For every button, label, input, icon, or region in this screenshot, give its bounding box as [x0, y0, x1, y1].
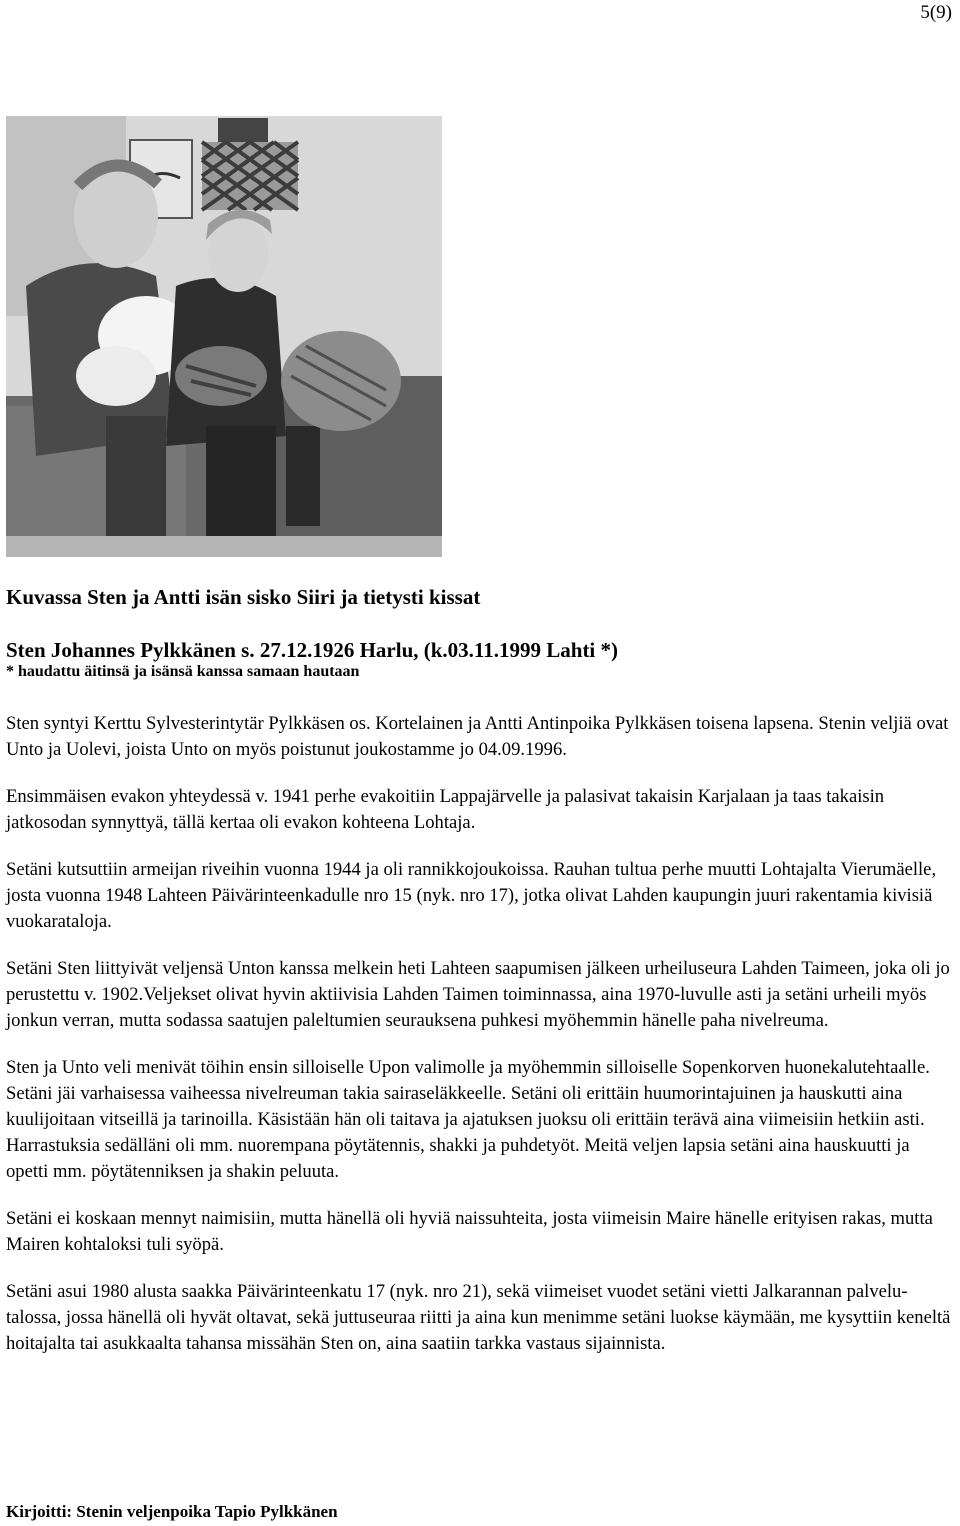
page-number: 5(9): [920, 2, 952, 23]
paragraph: Ensimmäisen evakon yhteydessä v. 1941 perhe evakoitiin Lappajärvelle ja palasivat takaisin Karjalaan ja taas takaisin jatkosodan synnyttyä, tällä kertaa oli evakon kohteena Lohtaja.: [6, 786, 885, 833]
paragraph: Setäni ei koskaan mennyt naimisiin, mutta hänellä oli hyviä naissuhteita, josta viimeisin Maire hänelle erityisen rakas, mutta Mairen kohtaloksi tuli syöpä.: [6, 1208, 933, 1255]
paragraph: Setäni kutsuttiin armeijan riveihin vuonna 1944 ja oli rannikkojoukoissa. Rauhan tultua perhe muutti Lohtajalta Vierumäelle, josta vuonna 1948 Lahteen Päivärinteenkadulle nro 15 (nyk. nro 17), jotka olivat Lahden kaupungin juuri rakentamia kivisiä vuokarataloja.: [6, 859, 937, 932]
paragraph: Sten ja Unto veli menivät töihin ensin silloiselle Upon valimolle ja myöhemmin silloiselle Sopenkorven huonekalutehtaalle. Setäni jäi varhaisessa vaiheessa nivelreuman takia sairaseläkkeelle. Setäni oli erittäin huumorintajuinen ja hauskutti aina kuulijoitaan vitseillä ja tarinoilla. Käsistään hän oli taitava ja ajatuksen juoksu oli erittäin terävä aina viimeisiin hetkiin asti. Harrastuksia sedälläni oli mm. nuorempana pöytätennis, shakki ja puhdetyöt. Meitä veljen lapsia setäni aina hauskuutti ja opetti mm. pöytätenniksen ja shakin peluuta.: [6, 1057, 930, 1182]
paragraph: Setäni asui 1980 alusta saakka Päivärinteenkatu 17 (nyk. nro 21), sekä viimeiset vuodet setäni vietti Jalkarannan palvelu-talossa, jossa hänellä oli hyvät oltavat, sekä juttuseuraa riitti ja aina kun menimme setäni luokse käymään, me kysyttiin keneltä hoitajalta tai asukkaalta tahansa missähän Sten on, aina saatiin tarkka vastaus sijainnista.: [6, 1281, 951, 1354]
paragraph: Sten syntyi Kerttu Sylvesterintytär Pylkkäsen os. Kortelainen ja Antti Antinpoika Pylkkäsen toisena lapsena. Stenin veljiä ovat Unto ja Uolevi, joista Unto on myös poistunut joukostamme jo 04.09.1996.: [6, 713, 949, 760]
biography-body: [6, 711, 956, 1378]
photo-caption: Kuvassa Sten ja Antti isän sisko Siiri ja tietysti kissat: [6, 585, 481, 609]
bio-title: Sten Johannes Pylkkänen s. 27.12.1926 Harlu, (k.03.11.1999 Lahti *): [6, 638, 619, 662]
photograph: [6, 116, 442, 557]
burial-note: * haudattu äitinsä ja isänsä kanssa samaan hautaan: [6, 663, 360, 680]
paragraph: Setäni Sten liittyivät veljensä Unton kanssa melkein heti Lahteen saapumisen jälkeen urheiluseura Lahden Taimeen, joka oli jo perustettu v. 1902.Veljekset olivat hyvin aktiivisia Lahden Taimen toiminnassa, aina 1970-luvulle asti ja setäni urheili myös jonkun verran, mutta sodassa saatujen paleltumien seurauksena puhkesi myöhemmin hänelle paha nivelreuma.: [6, 958, 950, 1031]
author-line: Kirjoitti: Stenin veljenpoika Tapio Pylkkänen: [6, 1502, 338, 1521]
photograph-drawing: [6, 116, 442, 557]
